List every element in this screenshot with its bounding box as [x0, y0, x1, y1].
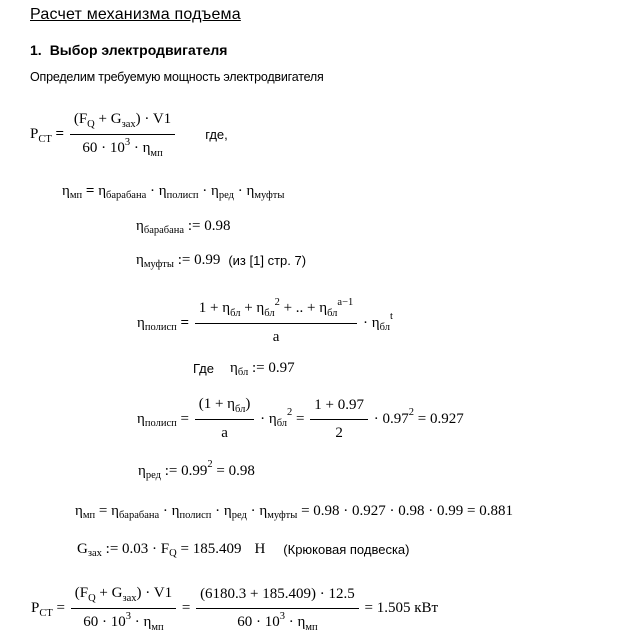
fraction [195, 299, 357, 347]
fraction [71, 584, 176, 633]
numerator: $(1 + \eta_{бл})$ [195, 395, 255, 420]
document-title: Расчет механизма подъема [30, 6, 241, 23]
formula-eta-mp-evaluated: η мп = η барабана · η полисп · η ред · η муфты = 0.98 · 0.927 · 0.98 · 0.99 = 0.881 [75, 503, 514, 521]
equals-sign: = [463, 503, 480, 519]
section-number: 1. [30, 42, 42, 58]
formula-pct-general [30, 110, 228, 159]
numerator: $1 + \eta_{бл} + \eta_{бл}^2$ + .. + $\eta_{бл}^{a-1}$ [195, 299, 357, 324]
unit-label: Н [254, 541, 266, 557]
equals-sign: = [176, 314, 193, 331]
hook-suspension-note: (Крюковая подвеска) [283, 542, 410, 557]
denominator: $60 \cdot 10^3 \cdot \eta_{мп}$ [83, 611, 164, 633]
fraction [70, 110, 175, 159]
equals-sign: = [95, 503, 112, 519]
equals-sign: = [178, 600, 195, 616]
assign-operator: := [248, 360, 269, 376]
reference-note: (из [1] стр. 7) [228, 253, 307, 268]
where-label: Где [193, 361, 214, 376]
equals-sign: = [51, 126, 68, 142]
section-heading-text: Выбор электродвигателя [49, 42, 228, 58]
equals-sign: = [52, 600, 69, 616]
var-pct: $P_{СТ}$ [31, 599, 53, 619]
result-value: 0.881 [479, 503, 514, 519]
equals-sign: = [82, 183, 99, 199]
denominator: a [272, 329, 280, 345]
where-label: где, [205, 127, 228, 142]
numerator: 1 + 0.97 [310, 396, 368, 420]
formula-eta-mp-product: η мп = η барабана · η полисп · η ред · η муфты [62, 183, 285, 201]
equals-sign: = [176, 410, 193, 427]
formula-eta-bl: Где η бл := 0.97 [193, 360, 295, 378]
equals-sign: = [413, 410, 430, 427]
intro-text: Определим требуемую мощность электродвигателя [30, 70, 324, 84]
section-heading [30, 42, 227, 58]
assign-operator: := [101, 541, 123, 557]
result-value: 185.409 [192, 541, 242, 557]
numerator: $(F_Q + G_{зах}) \cdot V1$ [71, 584, 176, 609]
denominator: a [221, 425, 228, 441]
equals-sign: = [212, 463, 229, 479]
numerator: (6180.3 + 185.409) · 12.5 [196, 585, 359, 609]
equals-sign: = [360, 600, 377, 616]
formula-g-zah: G зах := 0.03 · F Q = 185.409 Н (Крюковая подвеска) [77, 541, 410, 559]
result-value: 1.505 кВт [376, 600, 439, 616]
denominator: $60 \cdot 10^3 \cdot \eta_{мп}$ [82, 137, 163, 159]
assign-operator: := [184, 218, 205, 234]
fraction [196, 585, 359, 633]
formula-eta-mufty: η муфты := 0.99 (из [1] стр. 7) [136, 252, 307, 270]
equals-sign: = [297, 503, 314, 519]
formula-eta-red: η ред := 0.99 2 = 0.98 [138, 459, 255, 481]
formula-eta-polisp-general: η полисп = $\frac{1 + \eta_{бл} + \eta_{бл}^2 + .. + \eta_{бл}^{a-1}}{a}$ · η бл t [137, 297, 393, 345]
assign-operator: := [173, 252, 195, 268]
denominator: $60 \cdot 10^3 \cdot \eta_{мп}$ [237, 610, 318, 633]
result-value: 0.98 [228, 463, 255, 479]
formula-pct-evaluated [31, 584, 438, 633]
fraction [195, 395, 255, 443]
value: 0.97 [268, 360, 295, 376]
values: 0.98 · 0.927 · 0.98 · 0.99 [313, 503, 464, 519]
value: 0.98 [204, 218, 231, 234]
equals-sign: = [176, 541, 193, 557]
numerator: $(F_Q + G_{зах}) \cdot V1$ [70, 110, 175, 135]
formula-eta-polisp-evaluated: η полисп = $\frac{(1 + \eta_{бл})}{a}$ · η бл 2 = $\frac{1 + 0.97}{2}$ · 0.97 2 = 0.927 [137, 396, 464, 441]
var-pct: $P_{СТ}$ [30, 125, 52, 145]
formula-eta-barabana: η барабана := 0.98 [136, 218, 231, 236]
value: 0.99 [194, 252, 221, 268]
assign-operator: := [160, 463, 182, 479]
equals-sign: = [292, 410, 309, 427]
result-value: 0.927 [429, 410, 464, 427]
fraction [310, 396, 368, 443]
denominator: 2 [335, 424, 343, 441]
